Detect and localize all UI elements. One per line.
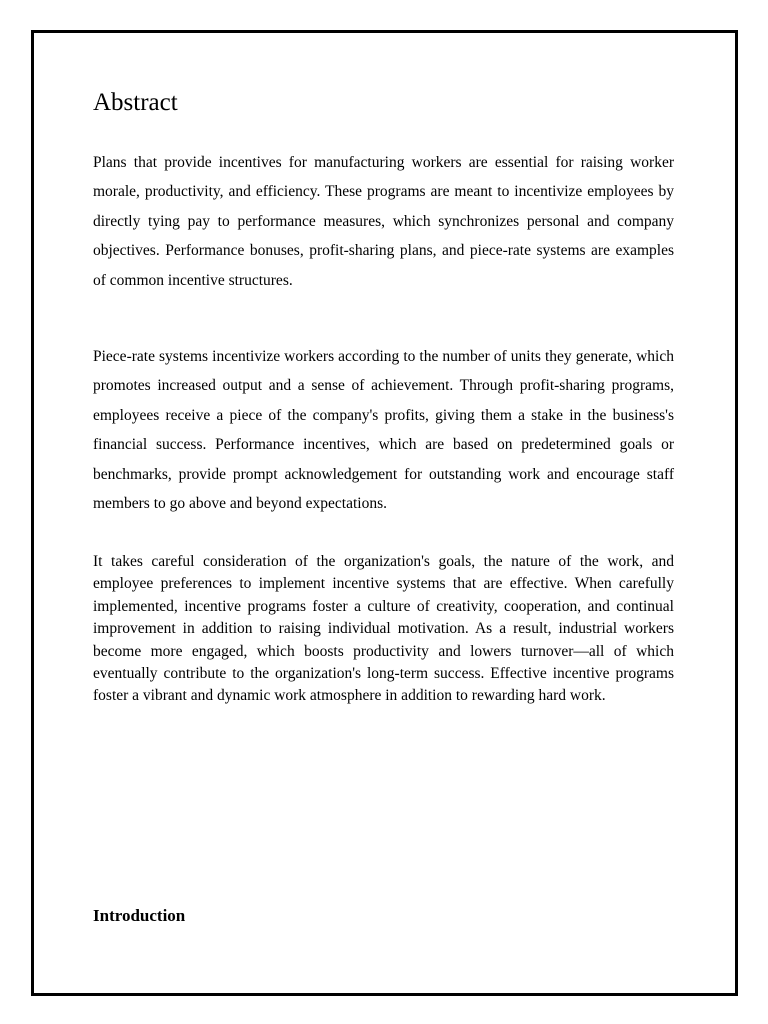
abstract-paragraph-2: Piece-rate systems incentivize workers according to the number of units they generate, which promotes increased output and a sense of achievement. Through profit-sharing programs, employees receive a piece of the company's profits, giving them a stake in the business's financial success. Performance incentives, which are based on predetermined goals or benchmarks, provide prompt acknowledgement for outstanding work and encourage staff members to go above and beyond expectations.: [93, 348, 674, 513]
abstract-heading: Abstract: [93, 89, 178, 116]
introduction-heading: Introduction: [93, 906, 186, 925]
abstract-paragraph-3: It takes careful consideration of the organization's goals, the nature of the work, and employee preferences to implement incentive systems that are effective. When carefully implemented, incentive programs foster a culture of creativity, cooperation, and continual improvement in addition to raising individual motivation. As a result, industrial workers become more engaged, which boosts productivity and lowers turnover—all of which eventually contribute to the organization's long-term success. Effective incentive programs foster a vibrant and dynamic work atmosphere in addition to rewarding hard work.: [93, 553, 674, 705]
abstract-paragraph-1: Plans that provide incentives for manufacturing workers are essential for raising worker morale, productivity, and efficiency. These programs are meant to incentivize employees by directly tying pay to performance measures, which synchronizes personal and company objectives. Performance bonuses, profit-sharing plans, and piece-rate systems are examples of common incentive structures.: [93, 154, 674, 289]
